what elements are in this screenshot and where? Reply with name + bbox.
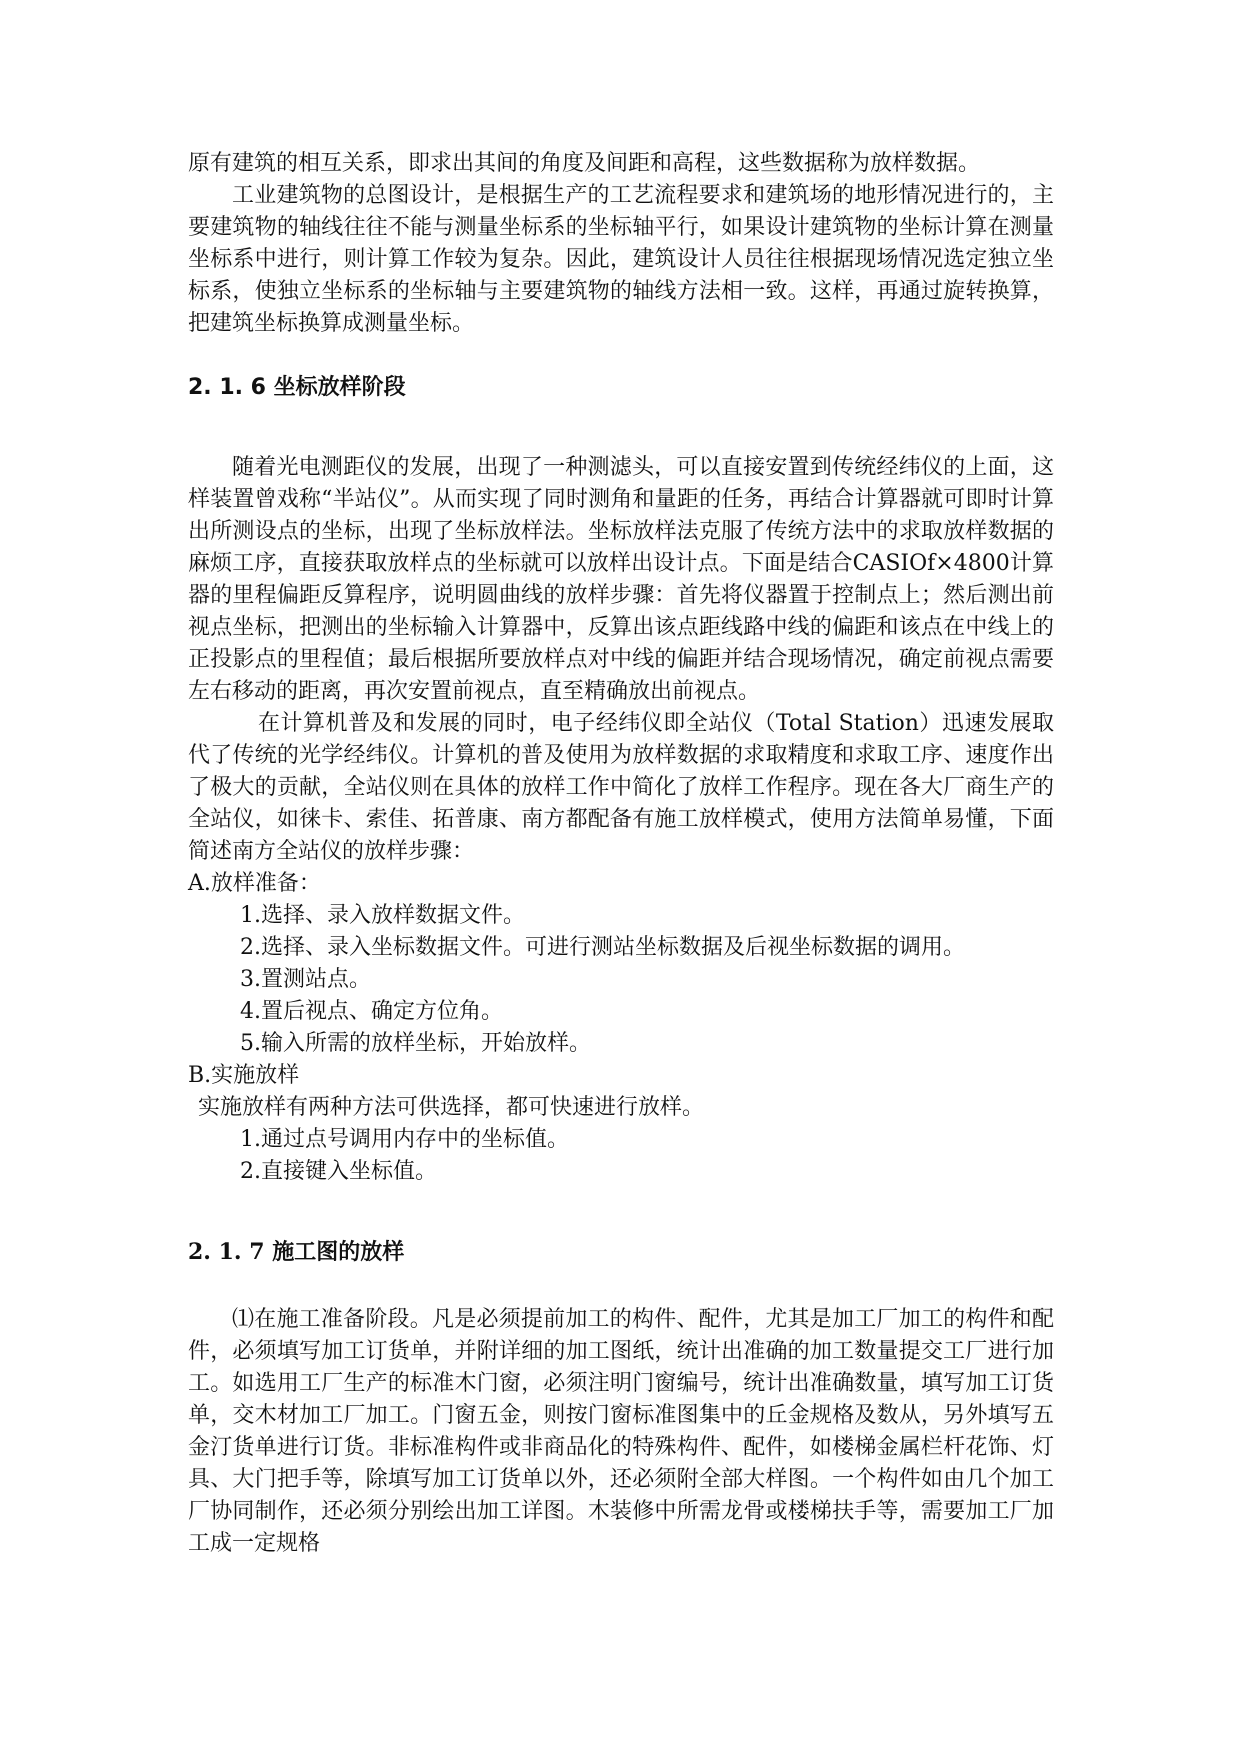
- paragraph-construction-prep: ⑴在施工准备阶段。凡是必须提前加工的构件、配件，尤其是加工厂加工的构件和配件，必须填写加工订货单，并附详细的加工图纸，统计出准确的加工数量提交工厂进行加工。如选用工厂生产的标准木门窗，必须注明门窗编号，统计出准确数量，填写加工订货单，交木材加工厂加工。门窗五金，则按门窗标准图集中的丘金规格及数从，另外填写五金汀货单进行订货。非标准构件或非商品化的特殊构件、配件，如楼梯金属栏杆花饰、灯具、大门把手等，除填写加工订货单以外，还必须附全部大样图。一个构件如由几个加工厂协同制作，还必须分别绘出加工详图。木装修中所需龙骨或楼梯扶手等，需要加工厂加工成一定规格: [188, 1307, 1054, 1556]
- list-item: 5.输入所需的放样坐标，开始放样。: [240, 1031, 591, 1056]
- section-heading-2-1-6: 2. 1. 6 坐标放样阶段: [188, 375, 406, 400]
- list-item: 1.选择、录入放样数据文件。: [240, 903, 525, 928]
- part-b-intro: 实施放样有两种方法可供选择，都可快速进行放样。: [198, 1095, 705, 1120]
- list-item: 2.选择、录入坐标数据文件。可进行测站坐标数据及后视坐标数据的调用。: [240, 935, 965, 960]
- document-body: [188, 148, 1054, 1560]
- paragraph-industrial-design: 工业建筑物的总图设计，是根据生产的工艺流程要求和建筑场的地形情况进行的，主要建筑物的轴线往往不能与测量坐标系的坐标轴平行，如果设计建筑物的坐标计算在测量坐标系中进行，则计算工作较为复杂。因此，建筑设计人员往往根据现场情况选定独立坐标系，使独立坐标系的坐标轴与主要建筑物的轴线方法相一致。这样，再通过旋转换算，把建筑坐标换算成测量坐标。: [188, 183, 1054, 336]
- list-item: 2.直接键入坐标值。: [240, 1159, 437, 1184]
- part-b-title: B.实施放样: [188, 1063, 300, 1088]
- paragraph-half-station: 随着光电测距仪的发展，出现了一种测滤头，可以直接安置到传统经纬仪的上面，这样装置曾戏称“半站仪”。从而实现了同时测角和量距的任务，再结合计算器就可即时计算出所测设点的坐标，出现了坐标放样法。坐标放样法克服了传统方法中的求取放样数据的麻烦工序，直接获取放样点的坐标就可以放样出设计点。下面是结合CASIOf×4800计算器的里程偏距反算程序，说明圆曲线的放样步骤：首先将仪器置于控制点上；然后测出前视点坐标，把测出的坐标输入计算器中，反算出该点距线路中线的偏距和该点在中线上的正投影点的里程值；最后根据所要放样点对中线的偏距并结合现场情况，确定前视点需要左右移动的距离，再次安置前视点，直至精确放出前视点。: [188, 455, 1054, 704]
- part-a-steps-list: [188, 900, 1054, 1060]
- list-item: 3.置测站点。: [240, 967, 371, 992]
- list-item: 4.置后视点、确定方位角。: [240, 999, 503, 1024]
- section-heading-2-1-7: 2. 1. 7 施工图的放样: [188, 1239, 405, 1265]
- part-a-title: A.放样准备：: [188, 871, 321, 896]
- paragraph-total-station: 在计算机普及和发展的同时，电子经纬仪即全站仪（Total Station）迅速发展取代了传统的光学经纬仪。计算机的普及使用为放样数据的求取精度和求取工序、速度作出了极大的贡献，全站仪则在具体的放样工作中简化了放样工作程序。现在各大厂商生产的全站仪，如徕卡、索佳、拓普康、南方都配备有施工放样模式，使用方法简单易懂，下面简述南方全站仪的放样步骤：: [188, 711, 1054, 864]
- list-item: 1.通过点号调用内存中的坐标值。: [240, 1127, 569, 1152]
- paragraph-opening: 原有建筑的相互关系，即求出其间的角度及间距和高程，这些数据称为放样数据。: [188, 151, 981, 176]
- part-b-steps-list: [188, 1124, 1054, 1188]
